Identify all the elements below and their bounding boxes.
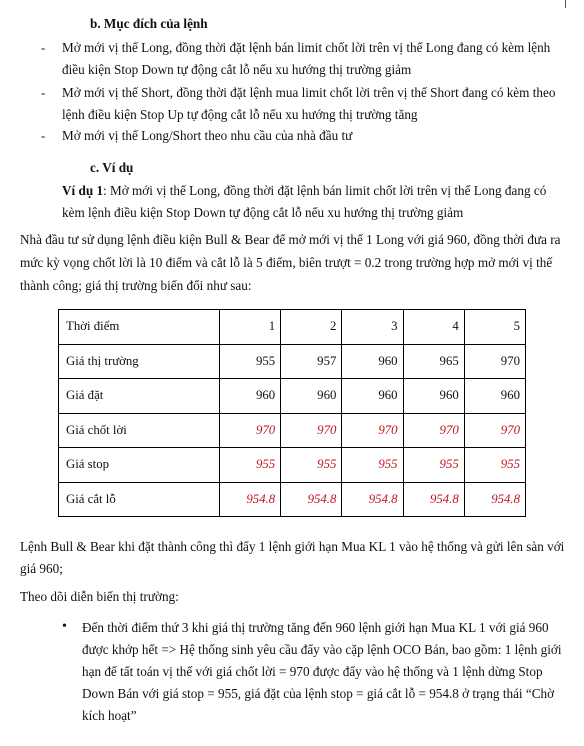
section-c-heading: c. Ví dụ (90, 160, 134, 175)
table-cell: 957 (281, 344, 342, 379)
table-cell: 954.8 (464, 482, 525, 517)
table-cell: 955 (220, 344, 281, 379)
table-cell: 970 (342, 413, 403, 448)
table-cell: 960 (342, 379, 403, 414)
bullet-dot: • (62, 619, 67, 634)
table-header-cell: 1 (220, 310, 281, 345)
table-row (59, 413, 526, 448)
table-header-label: Thời điểm (59, 310, 220, 345)
table-cell: 955 (403, 448, 464, 483)
table-cell: 954.8 (220, 482, 281, 517)
final-bullet-line-4: Down Bán với giá stop = 955, giá đặt của lệnh stop = giá cắt lỗ = 954.8 ở trạng thái “Chờ (82, 686, 555, 701)
table-cell: 970 (220, 413, 281, 448)
table-cell: 965 (403, 344, 464, 379)
bullet-mark: - (41, 128, 46, 143)
table-cell: 954.8 (342, 482, 403, 517)
after-table-line-2: giá 960; (20, 561, 63, 576)
final-bullet-line-3: hạn để tất toán vị thế với giá chốt lời = 970 được đẩy vào hệ thống và 1 lệnh dừng Stop (82, 664, 543, 679)
table-row (59, 344, 526, 379)
table-cell: 960 (281, 379, 342, 414)
table-cell: 955 (281, 448, 342, 483)
table-row (59, 448, 526, 483)
table-row (59, 379, 526, 414)
example-text: : Mở mới vị thế Long, đồng thời đặt lệnh bán limit chốt lời trên vị thế Long đang có (103, 183, 547, 198)
table-cell: 960 (342, 344, 403, 379)
bullet-mark: - (41, 85, 46, 100)
final-bullet-line-5: kích hoạt” (82, 708, 137, 723)
table-row-label: Giá chốt lời (59, 413, 220, 448)
section-b-item-1-line-2: điều kiện Stop Down tự động cắt lỗ nếu xu hướng thị trường giảm (62, 62, 412, 77)
table-header-cell: 5 (464, 310, 525, 345)
section-b-item-1-line-1: Mở mới vị thế Long, đồng thời đặt lệnh bán limit chốt lời trên vị thế Long đang có kèm lệnh (62, 40, 551, 55)
table-header-cell: 2 (281, 310, 342, 345)
table-row (59, 482, 526, 517)
example-label: Ví dụ 1 (62, 183, 104, 198)
table-cell: 970 (281, 413, 342, 448)
section-b-item-2-line-1: Mở mới vị thế Short, đồng thời đặt lệnh mua limit chốt lời trên vị thế Short đang có kèm theo (62, 85, 556, 100)
example-line-1 (62, 183, 546, 199)
table-cell: 960 (464, 379, 525, 414)
table-row-label: Giá cắt lỗ (59, 482, 220, 517)
section-b-heading: b. Mục đích của lệnh (90, 16, 208, 31)
intro-line-3: thành công; giá thị trường biến đổi như sau: (20, 278, 252, 293)
table-cell: 960 (403, 379, 464, 414)
example-line-2: kèm lệnh điều kiện Stop Down tự động cắt lỗ nếu xu hướng thị trường giảm (62, 205, 464, 220)
table-cell: 954.8 (281, 482, 342, 517)
final-bullet-line-1: Đến thời điểm thứ 3 khi giá thị trường tăng đến 960 lệnh giới hạn Mua KL 1 với giá 960 (82, 620, 549, 635)
table-cell: 970 (464, 344, 525, 379)
intro-line-2: mức kỳ vọng chốt lời là 10 điểm và cắt lỗ là 5 điểm, biên trượt = 0.2 trong trường hợp mở mới vị thế (20, 255, 553, 270)
price-table (58, 309, 526, 517)
table-header-row (59, 310, 526, 345)
table-row-label: Giá đặt (59, 379, 220, 414)
table-cell: 955 (464, 448, 525, 483)
after-table-line-3: Theo dõi diễn biến thị trường: (20, 589, 179, 604)
table-header-cell: 3 (342, 310, 403, 345)
table-row-label: Giá stop (59, 448, 220, 483)
section-b-item-3-line-1: Mở mới vị thế Long/Short theo nhu cầu của nhà đầu tư (62, 128, 353, 143)
bullet-mark: - (41, 40, 46, 55)
table-cell: 960 (220, 379, 281, 414)
after-table-line-1: Lệnh Bull & Bear khi đặt thành công thì đẩy 1 lệnh giới hạn Mua KL 1 vào hệ thống và gửi lên sàn với (20, 539, 565, 554)
table-row-label: Giá thị trường (59, 344, 220, 379)
table-cell: 955 (220, 448, 281, 483)
table-cell: 970 (464, 413, 525, 448)
table-cell: 970 (403, 413, 464, 448)
final-bullet-line-2: được khớp hết => Hệ thống sinh yêu cầu đẩy vào cặp lệnh OCO Bán, bao gồm: 1 lệnh giới (82, 642, 562, 657)
section-b-item-2-line-2: lệnh điều kiện Stop Up tự động cắt lỗ nếu xu hướng thị trường tăng (62, 107, 418, 122)
page-edge-line (565, 0, 566, 8)
table-cell: 954.8 (403, 482, 464, 517)
table-cell: 955 (342, 448, 403, 483)
table-header-cell: 4 (403, 310, 464, 345)
intro-line-1: Nhà đầu tư sử dụng lệnh điều kiện Bull & Bear để mở mới vị thế 1 Long với giá 960, đồng thời đưa ra (20, 232, 561, 247)
